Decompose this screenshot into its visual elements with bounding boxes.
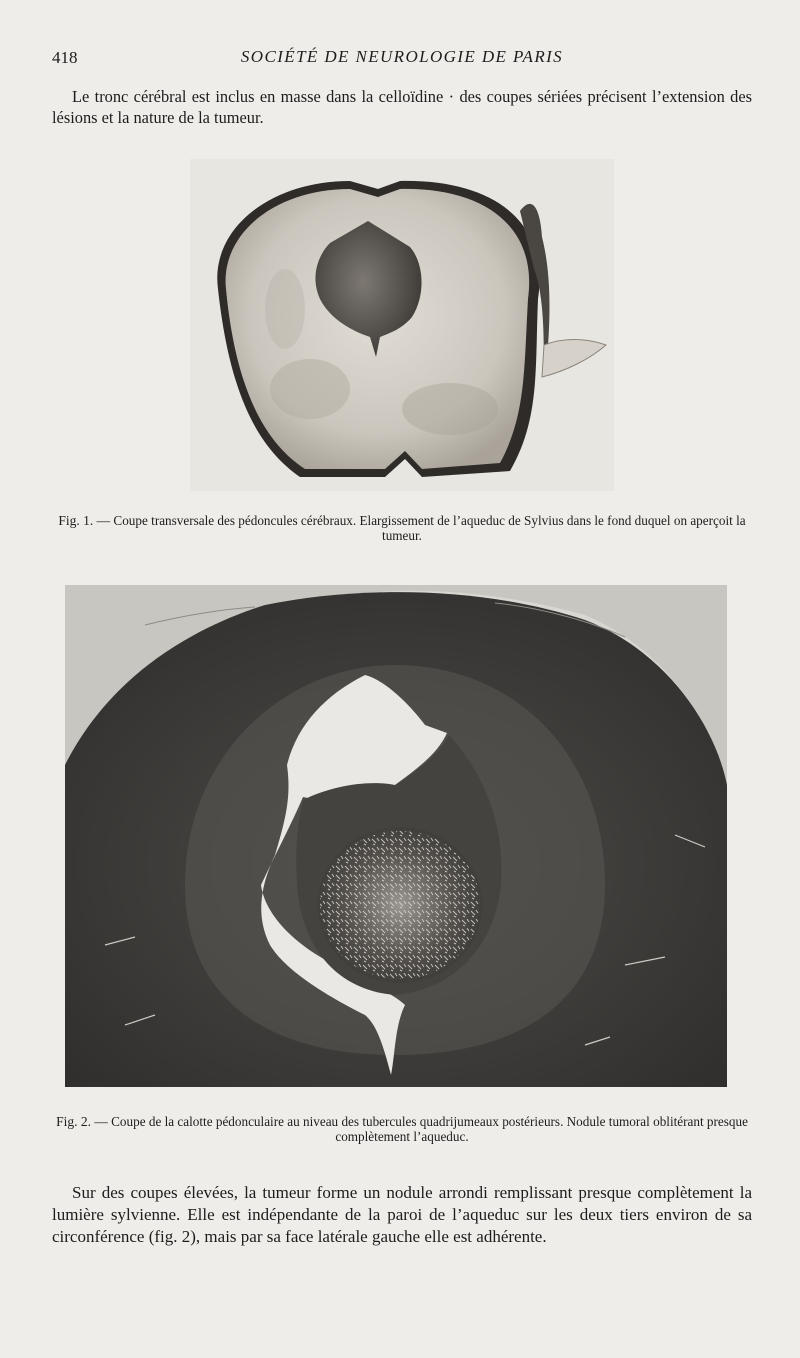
page-number: 418 [52,48,78,67]
figure-2-caption-text: Coupe de la calotte pédonculaire au niveau des tubercules quadrijumeaux postérieurs. Nodule tumoral oblitérant presque complètement l’aqueduc. [111,1114,748,1144]
figure-2-photograph [65,585,727,1087]
figure-1-caption [52,513,752,543]
figure-1-photograph [190,159,614,491]
running-title: SOCIÉTÉ DE NEUROLOGIE DE PARIS [240,47,564,66]
intro-paragraph: Le tronc cérébral est inclus en masse dans la celloïdine · des coupes sériées précisent l’extension des lésions et la nature de la tumeur. [52,87,752,127]
figure-1-label: Fig. 1. — [58,513,111,528]
conclusion-paragraph: Sur des coupes élevées, la tumeur forme un nodule arrondi remplissant presque complètement la lumière sylvienne. Elle est indépendante de la paroi de l’aqueduc sur les deux tiers environ de sa circonférence (fig. 2), mais par sa face latérale gauche elle est adhérente. [52,1183,752,1246]
brainstem-section-image [190,159,614,491]
histology-section-image [65,585,727,1087]
figure-1-caption-text: Coupe transversale des pédoncules cérébraux. Elargissement de l’aqueduc de Sylvius dans le fond duquel on aperçoit la tumeur. [113,513,746,543]
page-header [52,46,752,74]
figure-2-label: Fig. 2. — [56,1114,108,1129]
figure-2-caption [52,1114,752,1144]
